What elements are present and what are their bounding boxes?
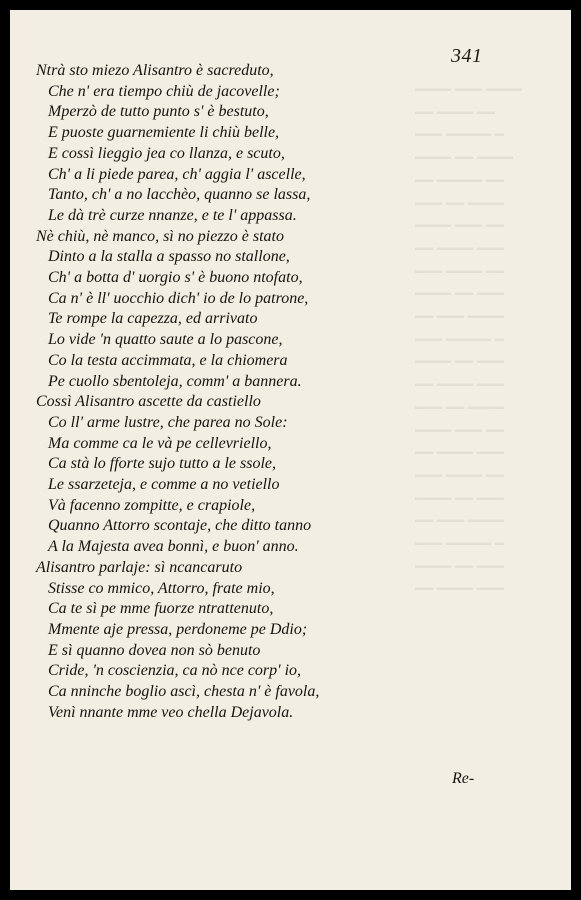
verse-line: Ca nninche boglio ascì, chesta n' è favola, bbox=[48, 683, 320, 701]
verse-line: Te rompe la capezza, ed arrivato bbox=[48, 310, 258, 328]
verse-line: Co la testa accimmata, e la chiomera bbox=[48, 351, 288, 369]
stanza-3 bbox=[36, 392, 436, 558]
page-number: 341 bbox=[451, 45, 483, 67]
verse-line: Le dà trè curze nnanze, e te l' appassa. bbox=[48, 206, 297, 224]
verse-text bbox=[36, 61, 436, 724]
verse-line: Mmente aje pressa, perdoneme pe Ddio; bbox=[48, 620, 308, 638]
verse-line: Ca te sì pe mme fuorze ntrattenuto, bbox=[48, 600, 274, 618]
verse-line: Ntrà sto miezo Alisantro è sacreduto, bbox=[36, 62, 274, 79]
stanza-4 bbox=[36, 558, 436, 724]
verse-line: Và facenno zompitte, e crapiole, bbox=[48, 496, 256, 514]
verse-line: Le ssarzeteja, e comme a no vetiello bbox=[48, 476, 280, 494]
verse-line: Ch' a botta d' uorgio s' è buono ntofato, bbox=[48, 269, 303, 287]
verse-line: Alisantro parlaje: sì ncancaruto bbox=[36, 558, 243, 576]
verse-line: Quanno Attorro scontaje, che ditto tanno bbox=[48, 517, 312, 535]
verse-line: Pe cuollo sbentoleja, comm' a bannera. bbox=[48, 372, 302, 390]
verse-line: E puoste guarnemiente li chiù belle, bbox=[48, 124, 280, 142]
verse-line: Mperzò de tutto punto s' è bestuto, bbox=[48, 103, 269, 121]
verse-line: Cride, 'n coscienzia, ca nò nce corp' io, bbox=[48, 662, 302, 680]
stanza-2 bbox=[36, 227, 436, 393]
verse-line: Ma comme ca le và pe cellevriello, bbox=[48, 434, 272, 452]
verse-line: Lo vide 'n quatto saute a lo pascone, bbox=[48, 331, 283, 349]
verse-line: Nè chiù, nè manco, sì no piezzo è stato bbox=[36, 227, 284, 245]
verse-line: Ch' a li piede parea, ch' aggia l' ascelle, bbox=[48, 165, 306, 183]
verse-line: Che n' era tiempo chiù de jacovelle; bbox=[48, 82, 280, 100]
verse-line: Cossì Alisantro ascette da castiello bbox=[36, 393, 261, 411]
verse-line: E cossì lieggio jea co llanza, e scuto, bbox=[48, 144, 285, 162]
verse-line: Tanto, ch' a no lacchèo, quanno se lassa, bbox=[48, 186, 311, 204]
show-through-texture: ━━━━ ━━━ ━━━━ ━━ ━━━━ ━━ ━━━ ━━━━━ ━ ━━━━ ━━ ━━━━ ━━ ━━━━━ ━━ ━━━ ━━ ━━━━ ━━━━ ━━━ ━━ ━━ ━━━━ ━━━ ━━━ ━━━━ ━━ ━━━━ ━━ ━━━ ━━ ━━━ ━━━━ ━━━ ━━━━━ ━ ━━━━ ━━ ━━━ ━━ ━━━━ ━━━ ━━━ ━━ ━━━━ ━━━━ ━━━ ━━ ━━ ━━━━ ━━━ ━━━ ━━━━ ━━ ━━━━ ━━ ━━━ ━━ ━━━ ━━━━ ━━━ ━━━━━ ━ ━━━━ ━━ ━━━ ━━ ━━━━ ━━━ bbox=[415, 83, 522, 599]
stanza-1 bbox=[36, 61, 436, 227]
verse-line: Co ll' arme lustre, che parea no Sole: bbox=[48, 413, 288, 431]
verse-line: Ca n' è ll' uocchio dich' io de lo patrone, bbox=[48, 289, 309, 307]
verse-line: Ca stà lo fforte sujo tutto a le ssole, bbox=[48, 455, 277, 473]
book-page bbox=[10, 10, 571, 890]
verse-line: Dinto a la stalla a spasso no stallone, bbox=[48, 248, 290, 266]
catchword: Re- bbox=[452, 770, 475, 787]
verse-line: A la Majesta avea bonnì, e buon' anno. bbox=[48, 538, 299, 556]
verse-line: Stisse co mmico, Attorro, frate mio, bbox=[48, 579, 275, 597]
verse-line: Venì nnante mme veo chella Dejavola. bbox=[48, 703, 294, 721]
verse-line: E sì quanno dovea non sò benuto bbox=[48, 641, 261, 659]
